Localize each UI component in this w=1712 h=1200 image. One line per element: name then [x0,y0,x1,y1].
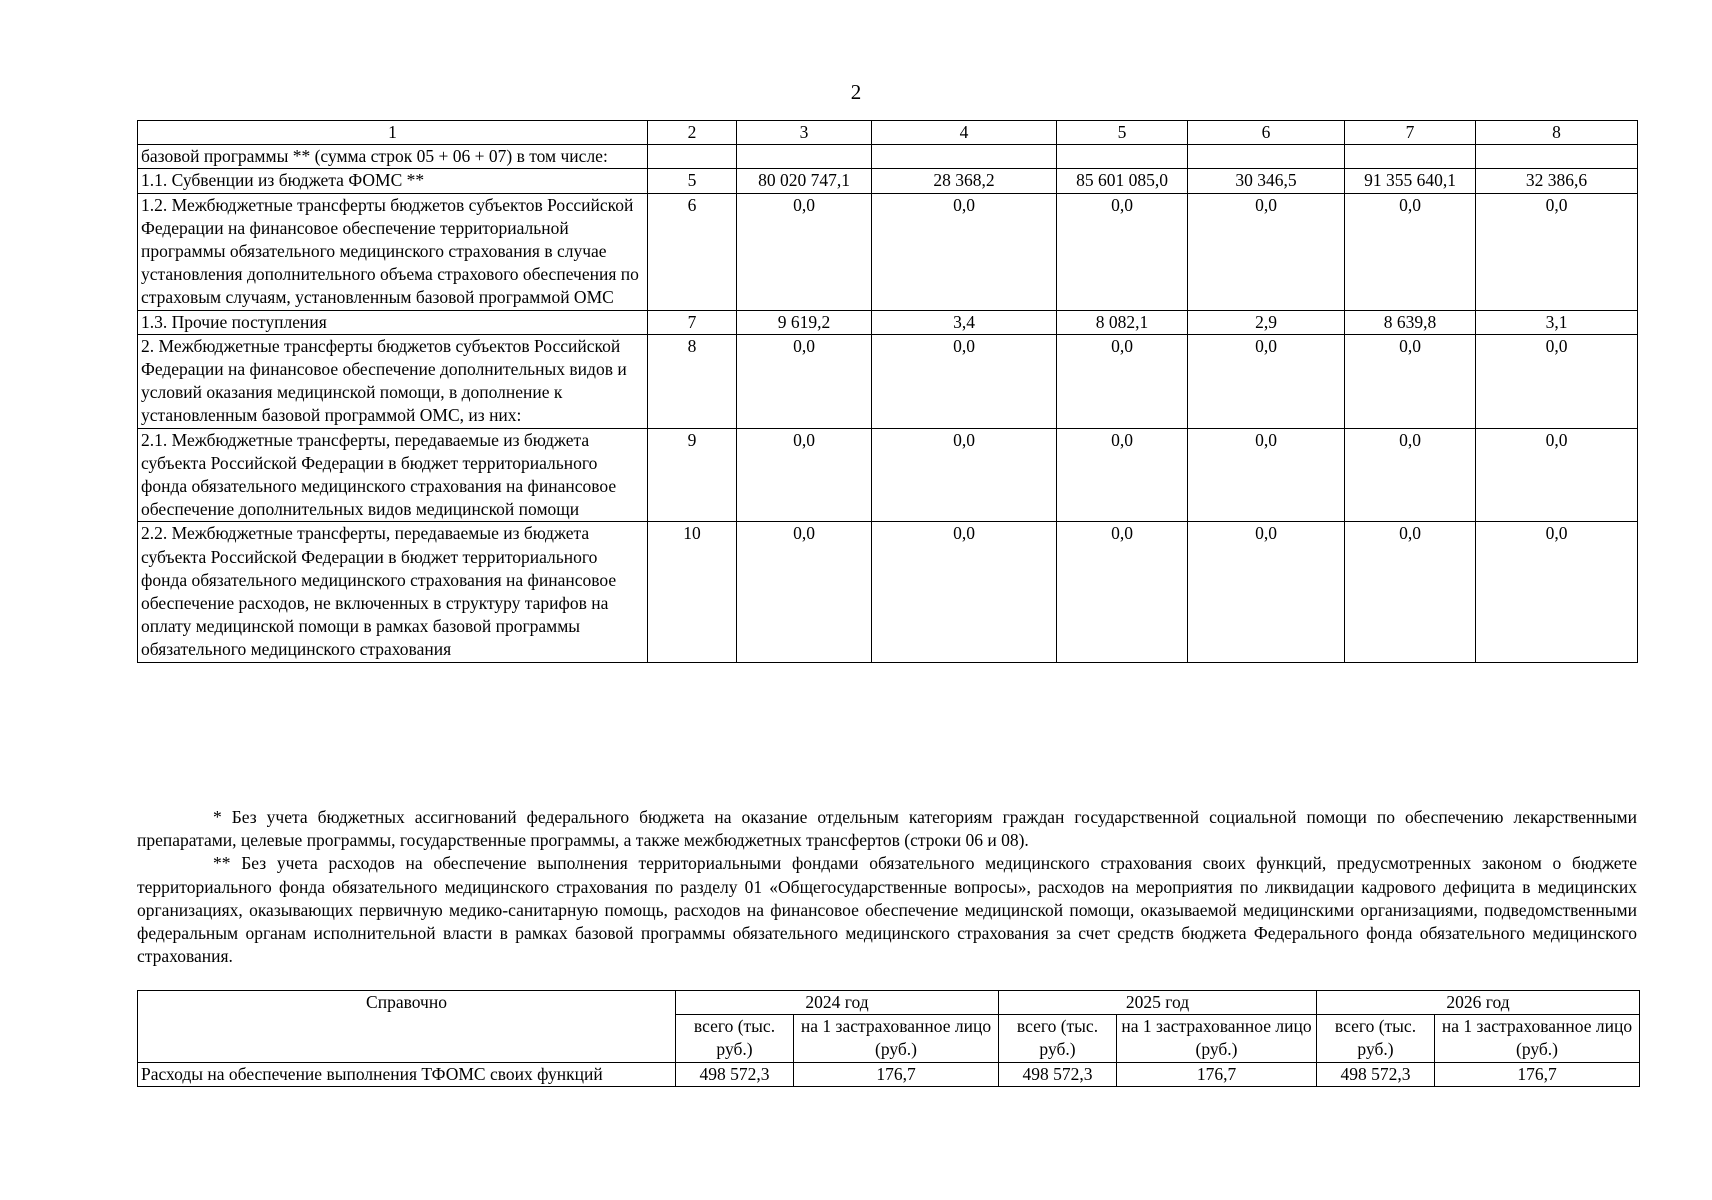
page-number: 2 [850,80,862,104]
cell-value: 0,0 [872,522,1057,662]
cell-value: 0,0 [1188,428,1345,522]
cell-value: 28 368,2 [872,169,1057,193]
footnote-double-asterisk: ** Без учета расходов на обеспечение выполнения территориальными фондами обязательного медицинского страхования своих функций, предусмотренных законом о бюджете территориального фонда обязательного медицинского страхования по разделу 01 «Общегосударственные вопросы», расходов на мероприятия по ликвидации кадрового дефицита в медицинских организациях, оказывающих первичную медико-санитарную помощь, расходов на финансовое обеспечение медицинской помощи, оказываемой медицинскими организациями, подведомственными федеральным органам исполнительной власти в рамках базовой программы обязательного медицинского страхования за счет средств бюджета Федерального фонда обязательного медицинского страхования. [137,853,1637,967]
cell-value [1345,145,1476,169]
cell-value: 0,0 [872,334,1057,428]
cell-value: 3,1 [1476,310,1638,334]
table-row [138,310,1638,334]
row-code: 10 [648,522,737,662]
table-row [138,193,1638,310]
cell-value [1188,145,1345,169]
cell-value: 498 572,3 [1317,1062,1435,1086]
reference-header-row [138,991,1640,1015]
cell-value: 0,0 [737,193,872,310]
reference-label-header: Справочно [138,991,676,1063]
cell-value: 176,7 [1117,1062,1317,1086]
cell-value: 0,0 [1057,334,1188,428]
cell-value: 0,0 [1476,428,1638,522]
subheader-per-person: на 1 застрахованное лицо (руб.) [794,1015,999,1062]
cell-value: 0,0 [1188,193,1345,310]
subheader-total: всего (тыс. руб.) [999,1015,1117,1062]
cell-value: 3,4 [872,310,1057,334]
row-label: базовой программы ** (сумма строк 05 + 06 + 07) в том числе: [138,145,648,169]
cell-value: 0,0 [1345,522,1476,662]
row-code: 5 [648,169,737,193]
footnotes [137,806,1637,968]
row-label: 2.2. Межбюджетные трансферты, передаваемые из бюджета субъекта Российской Федерации в бюджет территориального фонда обязательного медицинского страхования на финансовое обеспечение расходов, не включенных в структуру тарифов на оплату медицинской помощи в рамках базовой программы обязательного медицинского страхования [138,522,648,662]
row-label: 1.3. Прочие поступления [138,310,648,334]
cell-value: 176,7 [1435,1062,1640,1086]
table-row [138,334,1638,428]
cell-value: 0,0 [1057,522,1188,662]
cell-value [872,145,1057,169]
cell-value [1057,145,1188,169]
footnote-single-asterisk: * Без учета бюджетных ассигнований федерального бюджета на оказание отдельным категориям граждан государственной социальной помощи по обеспечению лекарственными препаратами, целевые программы, государственные программы, а также межбюджетных трансфертов (строки 06 и 08). [137,807,1637,851]
column-number: 1 [138,121,648,145]
cell-value: 91 355 640,1 [1345,169,1476,193]
cell-value: 0,0 [1057,193,1188,310]
row-label: Расходы на обеспечение выполнения ТФОМС своих функций [138,1062,676,1086]
column-number: 6 [1188,121,1345,145]
subheader-per-person: на 1 застрахованное лицо (руб.) [1117,1015,1317,1062]
table-row [138,1062,1640,1086]
cell-value: 80 020 747,1 [737,169,872,193]
cell-value: 0,0 [1188,522,1345,662]
cell-value: 0,0 [1188,334,1345,428]
row-code: 9 [648,428,737,522]
column-number: 7 [1345,121,1476,145]
row-label: 2. Межбюджетные трансферты бюджетов субъектов Российской Федерации на финансовое обеспечение дополнительных видов и условий оказания медицинской помощи, в дополнение к установленным базовой программой ОМС, из них: [138,334,648,428]
cell-value: 8 639,8 [1345,310,1476,334]
column-number: 3 [737,121,872,145]
subheader-total: всего (тыс. руб.) [676,1015,794,1062]
cell-value: 498 572,3 [999,1062,1117,1086]
table-row [138,145,1638,169]
year-header: 2024 год [676,991,999,1015]
cell-value: 85 601 085,0 [1057,169,1188,193]
row-label: 2.1. Межбюджетные трансферты, передаваемые из бюджета субъекта Российской Федерации в бюджет территориального фонда обязательного медицинского страхования на финансовое обеспечение дополнительных видов медицинской помощи [138,428,648,522]
cell-value: 176,7 [794,1062,999,1086]
column-number-row [138,121,1638,145]
subheader-total: всего (тыс. руб.) [1317,1015,1435,1062]
table-row [138,169,1638,193]
cell-value: 0,0 [1476,334,1638,428]
cell-value: 30 346,5 [1188,169,1345,193]
cell-value [737,145,872,169]
table-row [138,522,1638,662]
budget-table [137,120,1638,663]
cell-value: 0,0 [737,334,872,428]
reference-table [137,990,1640,1087]
row-code [648,145,737,169]
row-label: 1.1. Субвенции из бюджета ФОМС ** [138,169,648,193]
cell-value: 498 572,3 [676,1062,794,1086]
cell-value: 0,0 [737,428,872,522]
cell-value: 0,0 [1476,193,1638,310]
cell-value: 0,0 [737,522,872,662]
subheader-per-person: на 1 застрахованное лицо (руб.) [1435,1015,1640,1062]
column-number: 4 [872,121,1057,145]
cell-value: 0,0 [1345,334,1476,428]
cell-value: 0,0 [1057,428,1188,522]
row-code: 7 [648,310,737,334]
row-label: 1.2. Межбюджетные трансферты бюджетов субъектов Российской Федерации на финансовое обеспечение территориальной программы обязательного медицинского страхования в случае установления дополнительного объема страхового обеспечения по страховым случаям, установленным базовой программой ОМС [138,193,648,310]
cell-value: 0,0 [1345,428,1476,522]
cell-value: 2,9 [1188,310,1345,334]
year-header: 2025 год [999,991,1317,1015]
row-code: 8 [648,334,737,428]
column-number: 2 [648,121,737,145]
row-code: 6 [648,193,737,310]
cell-value: 0,0 [1476,522,1638,662]
cell-value: 0,0 [1345,193,1476,310]
column-number: 5 [1057,121,1188,145]
cell-value: 8 082,1 [1057,310,1188,334]
cell-value: 0,0 [872,428,1057,522]
year-header: 2026 год [1317,991,1640,1015]
table-row [138,428,1638,522]
cell-value: 0,0 [872,193,1057,310]
cell-value: 32 386,6 [1476,169,1638,193]
cell-value: 9 619,2 [737,310,872,334]
column-number: 8 [1476,121,1638,145]
cell-value [1476,145,1638,169]
